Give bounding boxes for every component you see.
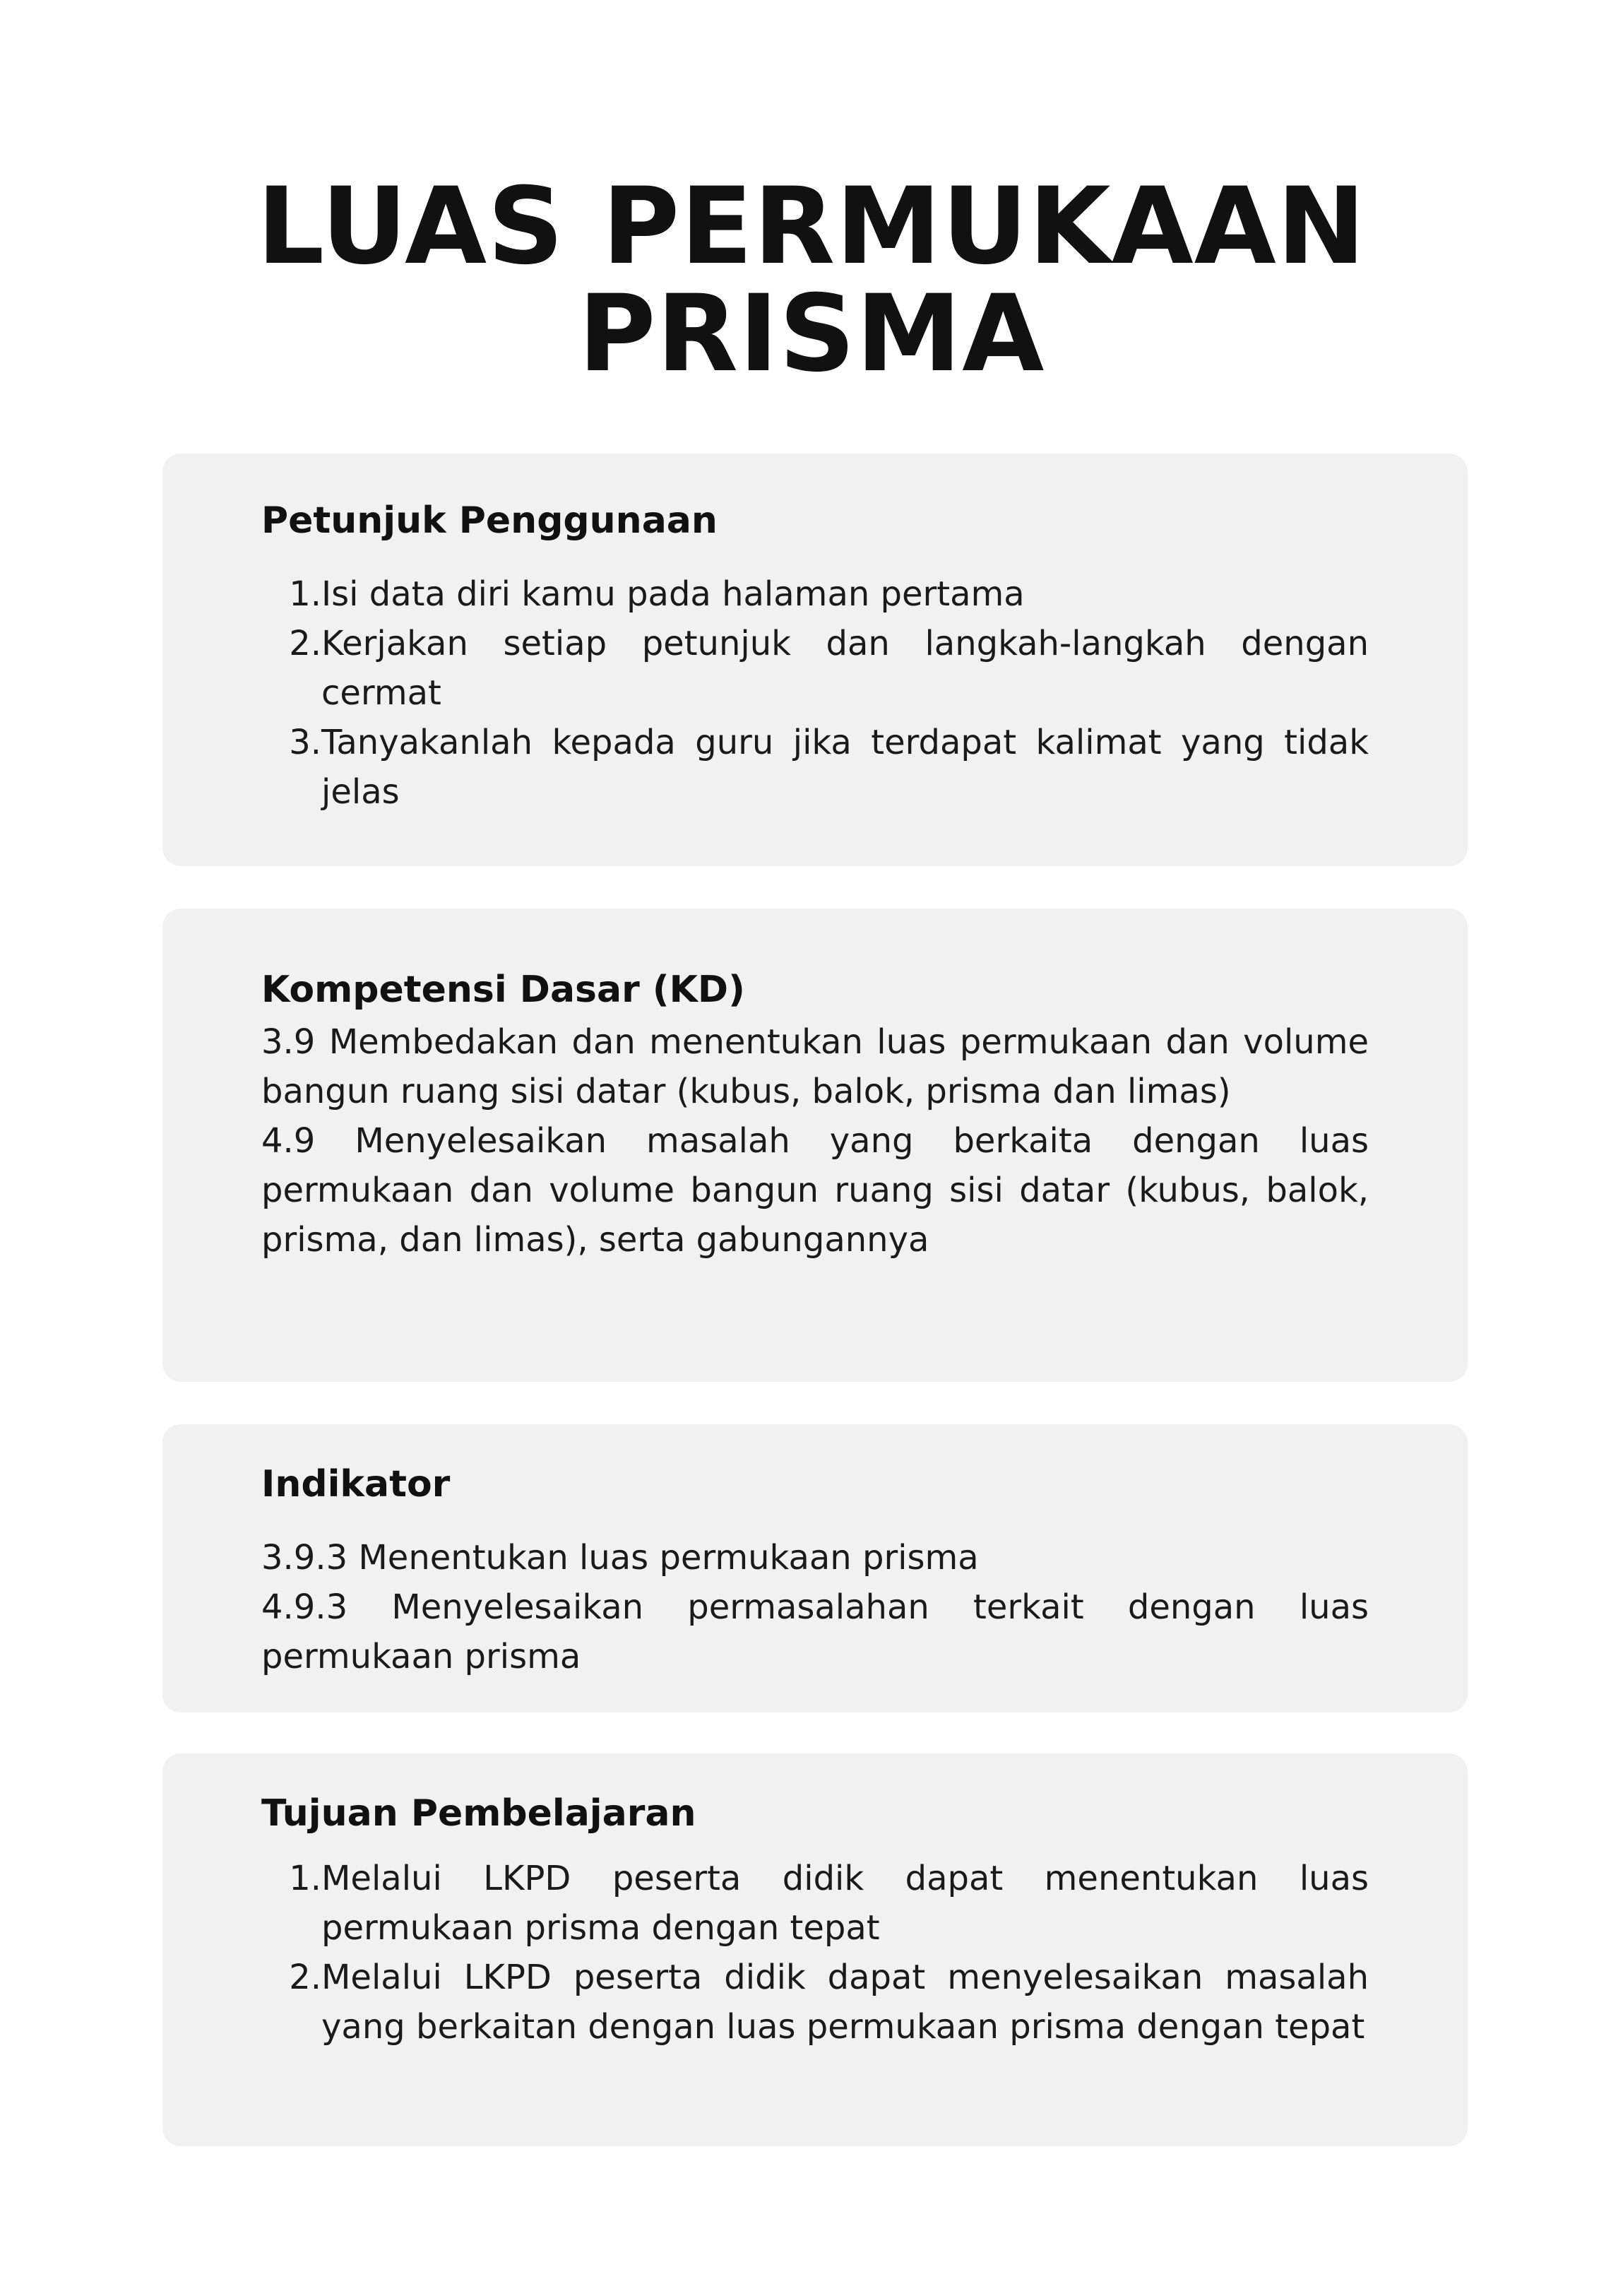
list-number: 1. — [289, 574, 321, 614]
list-text: Kerjakan setiap petunjuk dan langkah-langkah dengan cermat — [321, 624, 1369, 713]
list-number: 2. — [289, 1958, 321, 1997]
kompetensi-paragraph: 4.9 Menyelesaikan masalah yang berkaita dengan luas permukaan dan volume bangun ruang sisi datar (kubus, balok, prisma, dan limas), serta gabungannya — [261, 1121, 1369, 1260]
list-item — [261, 569, 1369, 619]
indikator-card — [162, 1424, 1468, 1712]
page-title-line-2: PRISMA — [578, 273, 1045, 396]
petunjuk-heading: Petunjuk Penggunaan — [261, 499, 718, 542]
list-number: 1. — [289, 1859, 321, 1898]
kompetensi-card — [162, 909, 1468, 1382]
petunjuk-list — [261, 569, 1369, 817]
list-item — [261, 1953, 1369, 2052]
kompetensi-heading: Kompetensi Dasar (KD) — [261, 969, 745, 1011]
indikator-body — [261, 1533, 1369, 1681]
tujuan-card — [162, 1753, 1468, 2146]
indikator-paragraph: 3.9.3 Menentukan luas permukaan prisma — [261, 1538, 979, 1578]
list-text: Isi data diri kamu pada halaman pertama — [321, 574, 1025, 614]
list-text: Melalui LKPD peserta didik dapat menentukan luas permukaan prisma dengan tepat — [321, 1859, 1369, 1948]
page-title — [0, 165, 1623, 396]
tujuan-list — [261, 1854, 1369, 2052]
list-text: Melalui LKPD peserta didik dapat menyelesaikan masalah yang berkaitan dengan luas permukaan prisma dengan tepat — [321, 1958, 1369, 2047]
list-item — [261, 1854, 1369, 1953]
indikator-heading: Indikator — [261, 1463, 451, 1505]
indikator-paragraph: 4.9.3 Menyelesaikan permasalahan terkait dengan luas permukaan prisma — [261, 1587, 1369, 1676]
list-item — [261, 619, 1369, 718]
page-title-line-1: LUAS PERMUKAAN — [256, 165, 1367, 288]
list-item — [261, 718, 1369, 817]
list-number: 2. — [289, 624, 321, 663]
list-text: Tanyakanlah kepada guru jika terdapat kalimat yang tidak jelas — [321, 723, 1369, 812]
tujuan-heading: Tujuan Pembelajaran — [261, 1792, 696, 1835]
petunjuk-card — [162, 454, 1468, 866]
kompetensi-paragraph: 3.9 Membedakan dan menentukan luas permukaan dan volume bangun ruang sisi datar (kubus, balok, prisma dan limas) — [261, 1022, 1369, 1111]
list-number: 3. — [289, 723, 321, 762]
